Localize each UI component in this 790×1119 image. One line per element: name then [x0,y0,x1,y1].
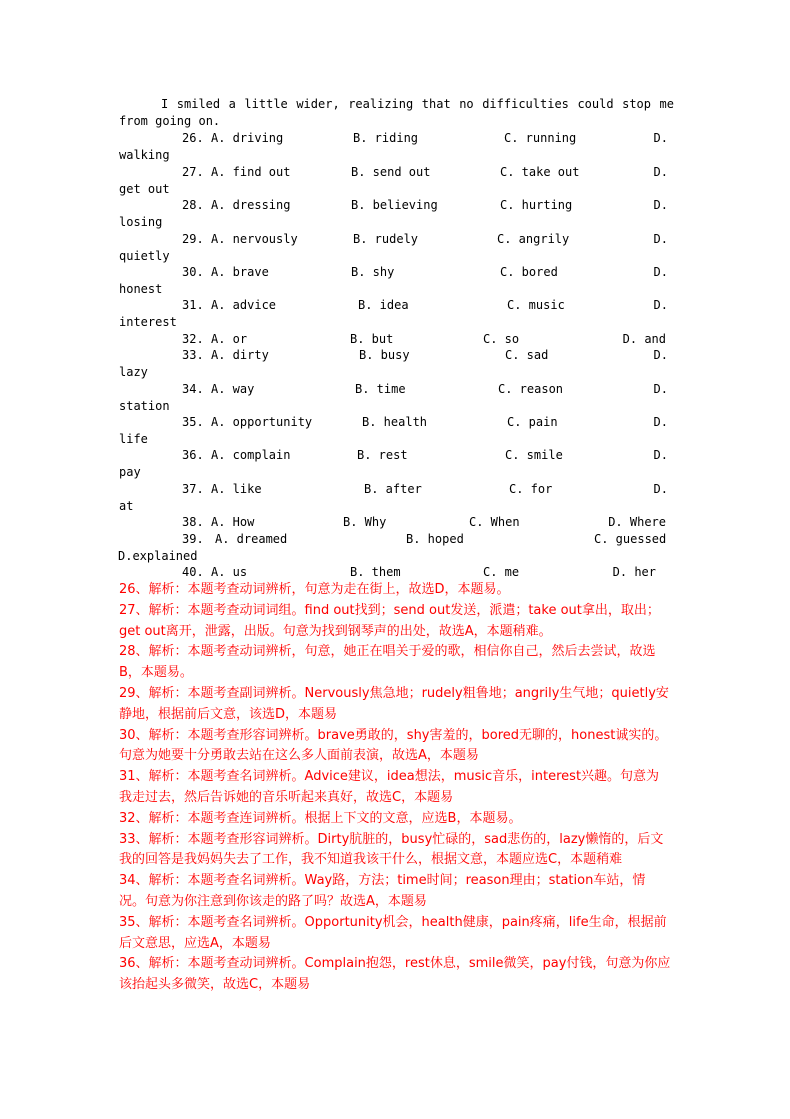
option-d-text: walking [119,148,170,162]
question-number: 33. [182,348,204,362]
question-number: 28. [182,198,204,212]
analysis-26: 26、解析：本题考查动词辨析，句意为走在街上，故选D，本题易。 [119,582,510,597]
option-d-label: D. [653,198,668,212]
option-d-label: D. [653,415,668,429]
question-28 [119,197,674,231]
analysis-35: 35、解析：本题考查名词辨析。Opportunity机会，health健康，pain疼痛，life生命，根据前后文意思，应选A，本题易 [119,914,667,951]
option-a: A. nervously [211,232,298,246]
analysis-28: 28、解析：本题考查动词辨析，句意，她正在唱关于爱的歌，相信你自己，然后去尝试，故选B，本题易。 [119,644,656,681]
option-c: C. hurting [500,198,573,212]
question-27 [119,164,674,198]
option-d-label: D. [653,348,668,362]
option-b: B. hoped [406,532,464,546]
question-36 [119,447,674,481]
option-d-label: D. [653,131,668,145]
option-d-label: D. [653,265,668,279]
option-c: C. for [509,482,553,496]
option-b: B. shy [351,265,395,279]
option-b: B. them [350,565,401,579]
option-d-text: interest [119,315,177,329]
option-d: D.explained [118,549,198,563]
option-b: B. send out [351,165,431,179]
option-d-label: D. [653,482,668,496]
question-34 [119,381,674,415]
passage-ending [119,96,674,130]
question-39 [119,531,674,565]
option-d-text: station [119,399,170,413]
option-b: B. Why [343,515,387,529]
option-d-text: honest [119,282,163,296]
option-c: C. angrily [497,232,570,246]
option-d-text: at [119,499,134,513]
option-b: B. but [350,332,394,346]
passage-line-1: I smiled a little wider, realizing that no difficulties could stop me [161,97,674,111]
question-number: 34. [182,382,204,396]
option-b: B. riding [353,131,419,145]
option-d-text: life [119,432,148,446]
analysis-32: 32、解析：本题考查连词辨析。根据上下文的文意，应选B，本题易。 [119,810,522,826]
option-c: C. so [483,332,520,346]
option-a: A. or [211,332,248,346]
answer-analysis [119,580,671,996]
question-number: 40. [182,565,204,579]
option-b: B. after [364,482,422,496]
question-26 [119,130,674,164]
option-d-label: D. [653,165,668,179]
option-b: B. time [355,382,406,396]
option-b: B. believing [351,198,438,212]
option-c: C. music [507,298,565,312]
option-d-text: pay [119,465,141,479]
option-d-text: get out [119,182,170,196]
option-d: D. and [622,332,666,346]
option-c: C. running [504,131,577,145]
option-a: A. advice [211,298,277,312]
question-40 [119,564,674,581]
question-37 [119,481,674,515]
option-d-label: D. [653,448,668,462]
question-31 [119,297,674,331]
option-a: A. like [211,482,262,496]
option-d-label: D. [653,382,668,396]
analysis-34: 34、解析：本题考查名词辨析。Way路，方法；time时间；reason理由；station车站，情况。句意为你注意到你该走的路了吗？故选A，本题易 [119,873,646,909]
option-a: A. brave [211,265,269,279]
analysis-36: 36、解析：本题考查动词辨析。Complain抱怨，rest休息，smile微笑，pay付钱，句意为你应该抬起头多微笑，故选C，本题易 [119,956,671,993]
question-number: 26. [182,131,204,145]
option-c: C. smile [505,448,563,462]
option-c: C. pain [507,415,558,429]
option-a: A. find out [211,165,291,179]
question-number: 27. [182,165,204,179]
option-d-text: lazy [119,365,148,379]
option-a: A. dirty [211,348,269,362]
analysis-29: 29、解析：本题考查副词辨析。Nervously焦急地；rudely粗鲁地；angrily生气地；quietly安静地，根据前后文意，该选D，本题易 [119,685,669,722]
option-b: B. busy [359,348,410,362]
option-b: B. idea [358,298,409,312]
option-a: A. complain [211,448,291,462]
option-b: B. rudely [353,232,419,246]
option-d: D. Where [608,515,666,529]
analysis-31: 31、解析：本题考查名词辨析。Advice建议，idea想法，music音乐，interest兴趣。句意为我走过去，然后告诉她的音乐听起来真好，故选C，本题易 [119,769,660,805]
question-number: 32. [182,332,204,346]
option-b: B. rest [357,448,408,462]
analysis-33: 33、解析：本题考查形容词辨析。Dirty肮脏的，busy忙碌的，sad悲伤的，lazy懒惰的，后文我的回答是我妈妈失去了工作，我不知道我该干什么，根据文意，本题应选C，本题稍难 [119,831,664,868]
option-d-label: D. [653,298,668,312]
option-d-text: quietly [119,249,170,263]
option-d: D. her [612,565,656,579]
option-a: A. dressing [211,198,291,212]
question-30 [119,264,674,298]
option-c: C. reason [498,382,564,396]
option-c: C. bored [500,265,558,279]
question-number: 37. [182,482,204,496]
option-a: A. way [211,382,255,396]
passage-line-2: from going on. [119,114,221,128]
question-number: 35. [182,415,204,429]
question-number: 29. [182,232,204,246]
question-32 [119,331,674,348]
option-c: C. When [469,515,520,529]
option-a: A. dreamed [215,532,288,546]
question-33 [119,347,674,381]
option-b: B. health [362,415,428,429]
question-number: 39. [182,532,204,546]
option-c: C. sad [505,348,549,362]
option-a: A. us [211,565,248,579]
question-number: 36. [182,448,204,462]
question-38 [119,514,674,531]
question-number: 30. [182,265,204,279]
analysis-30: 30、解析：本题考查形容词辨析。brave勇敢的，shy害羞的，bored无聊的，honest诚实的。句意为她要十分勇敢去站在这么多人面前表演，故选A，本题易 [119,727,668,764]
analysis-27: 27、解析：本题考查动词词组。find out找到；send out发送，派遣；take out拿出，取出；get out离开，泄露，出版。句意为找到钢琴声的出处，故选A，本题稍难。 [119,602,660,639]
option-c: C. guessed [594,532,667,546]
question-29 [119,231,674,265]
question-number: 31. [182,298,204,312]
question-number: 38. [182,515,204,529]
option-d-label: D. [653,232,668,246]
option-d-text: losing [119,215,163,229]
option-a: A. How [211,515,255,529]
option-c: C. take out [500,165,580,179]
option-c: C. me [483,565,520,579]
option-a: A. driving [211,131,284,145]
question-35 [119,414,674,448]
option-a: A. opportunity [211,415,313,429]
